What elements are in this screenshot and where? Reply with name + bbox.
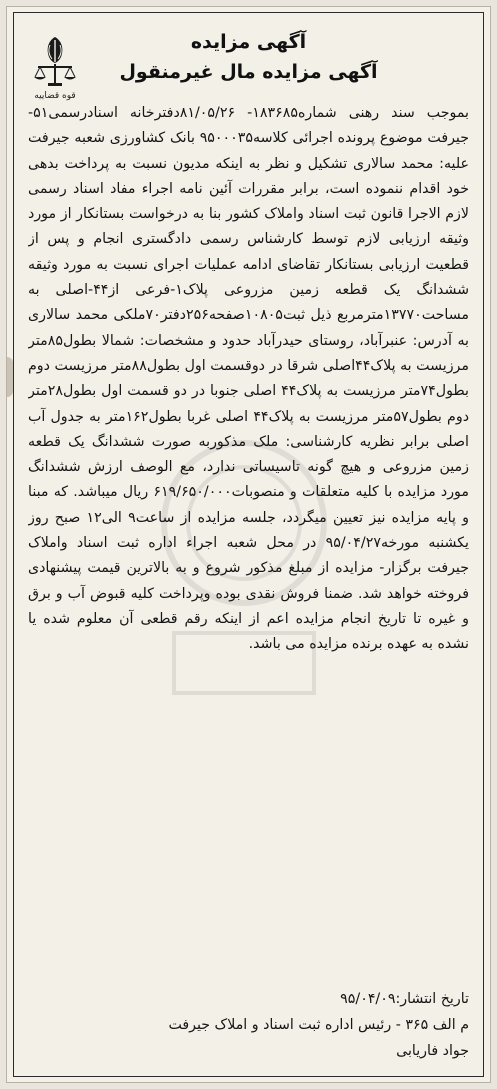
emblem-caption: قوه قضاییه xyxy=(34,91,76,101)
notice-header xyxy=(14,27,483,101)
notice-footer xyxy=(28,986,469,1064)
reference-line: م الف ۳۶۵ - رئیس اداره ثبت اسناد و املاک جیرفت xyxy=(168,1017,469,1033)
notice-body xyxy=(28,101,469,976)
title-block xyxy=(104,27,393,87)
notice-title: آگهی مزایده xyxy=(190,31,307,53)
signatory-name: جواد فاریابی xyxy=(396,1043,469,1059)
newspaper-clipping xyxy=(6,6,491,1083)
scales-of-justice-emblem-icon xyxy=(26,31,84,105)
notice-paragraph: بموجب سند رهنی شماره۱۸۳۶۸۵- ۸۱/۰۵/۲۶دفترخانه اسنادرسمی۵۱-جیرفت موضوع پرونده اجرائی کلاسه۹۵۰۰۰۳۵ بانک کشاورزی شعبه جیرفت علیه: محمد سالاری تشکیل و نظر به اینکه مدیون نسبت به پرداخت بدهی خود اقدام ننموده است، برابر مقررات آئین نامه اجراء مفاد اسناد رسمی لازم الاجرا قانون ثبت اسناد واملاک کشور بنا به درخواست بستانکار از مورد وثیقه ارزیابی لازم توسط کارشناس رسمی دادگستری انجام و پس از قطعیت ارزیابی بستانکار تقاضای ادامه عملیات اجرای نسبت به مورد وثیقه ششدانگ یک قطعه زمین مزروعی پلاک۱-فرعی از۴۴-اصلی به مساحت۱۳۷۷۰مترمربع ذیل ثبت۱۰۸۰۵صفحه۲۵۶دفتر۷۰ملکی محمد سالاری به آدرس: عنبرآباد، روستای حیدرآباد حدود و مشخصات: شمالا بطول۸۵متر مرزیست به پلاک۴۴اصلی شرقا در دوقسمت اول بطول۸۸متر مرزیست دوم بطول۷۴متر مرزیست به پلاک۴۴ اصلی جنوبا در دو قسمت اول بطول۲۸متر دوم بطول۵۷متر مرزیست به پلاک۴۴ اصلی غربا بطول۱۶۲متر به جدول آب اصلی برابر نظریه کارشناسی: ملک مذکوربه صورت ششدانگ یک قطعه زمین مزروعی و هیچ گونه تاسیساتی ندارد، مع الوصف ارزش ششدانگ مورد مزایده با کلیه متعلقات و منصوبات۶۱۹/۶۵۰/۰۰۰ ریال میباشد. که مبنا و پایه مزایده نیز تعیین میگردد، جلسه مزایده از ساعت۹ الی۱۲ صبح روز یکشنبه مورخه۹۵/۰۴/۲۷ در محل شعبه اجراء اداره ثبت اسناد واملاک جیرفت برگزار- مزایده از مبلغ مذکور شروع و به بالاترین قیمت پیشنهادی فروخته خواهد شد. ضمنا فروش نقدی بوده وپرداخت کلیه قبوض آب و برق و غیره تا تاریخ انجام مزایده اعم از اینکه رقم قطعی آن معلوم شده یا نشده به عهده برنده مزایده می باشد. xyxy=(28,105,469,653)
publish-date: تاریخ انتشار:۹۵/۰۴/۰۹ xyxy=(340,991,469,1007)
notice-frame xyxy=(13,12,484,1077)
notice-subtitle: آگهی مزایده مال غیرمنقول xyxy=(119,61,378,83)
judiciary-emblem-svg xyxy=(26,31,84,91)
